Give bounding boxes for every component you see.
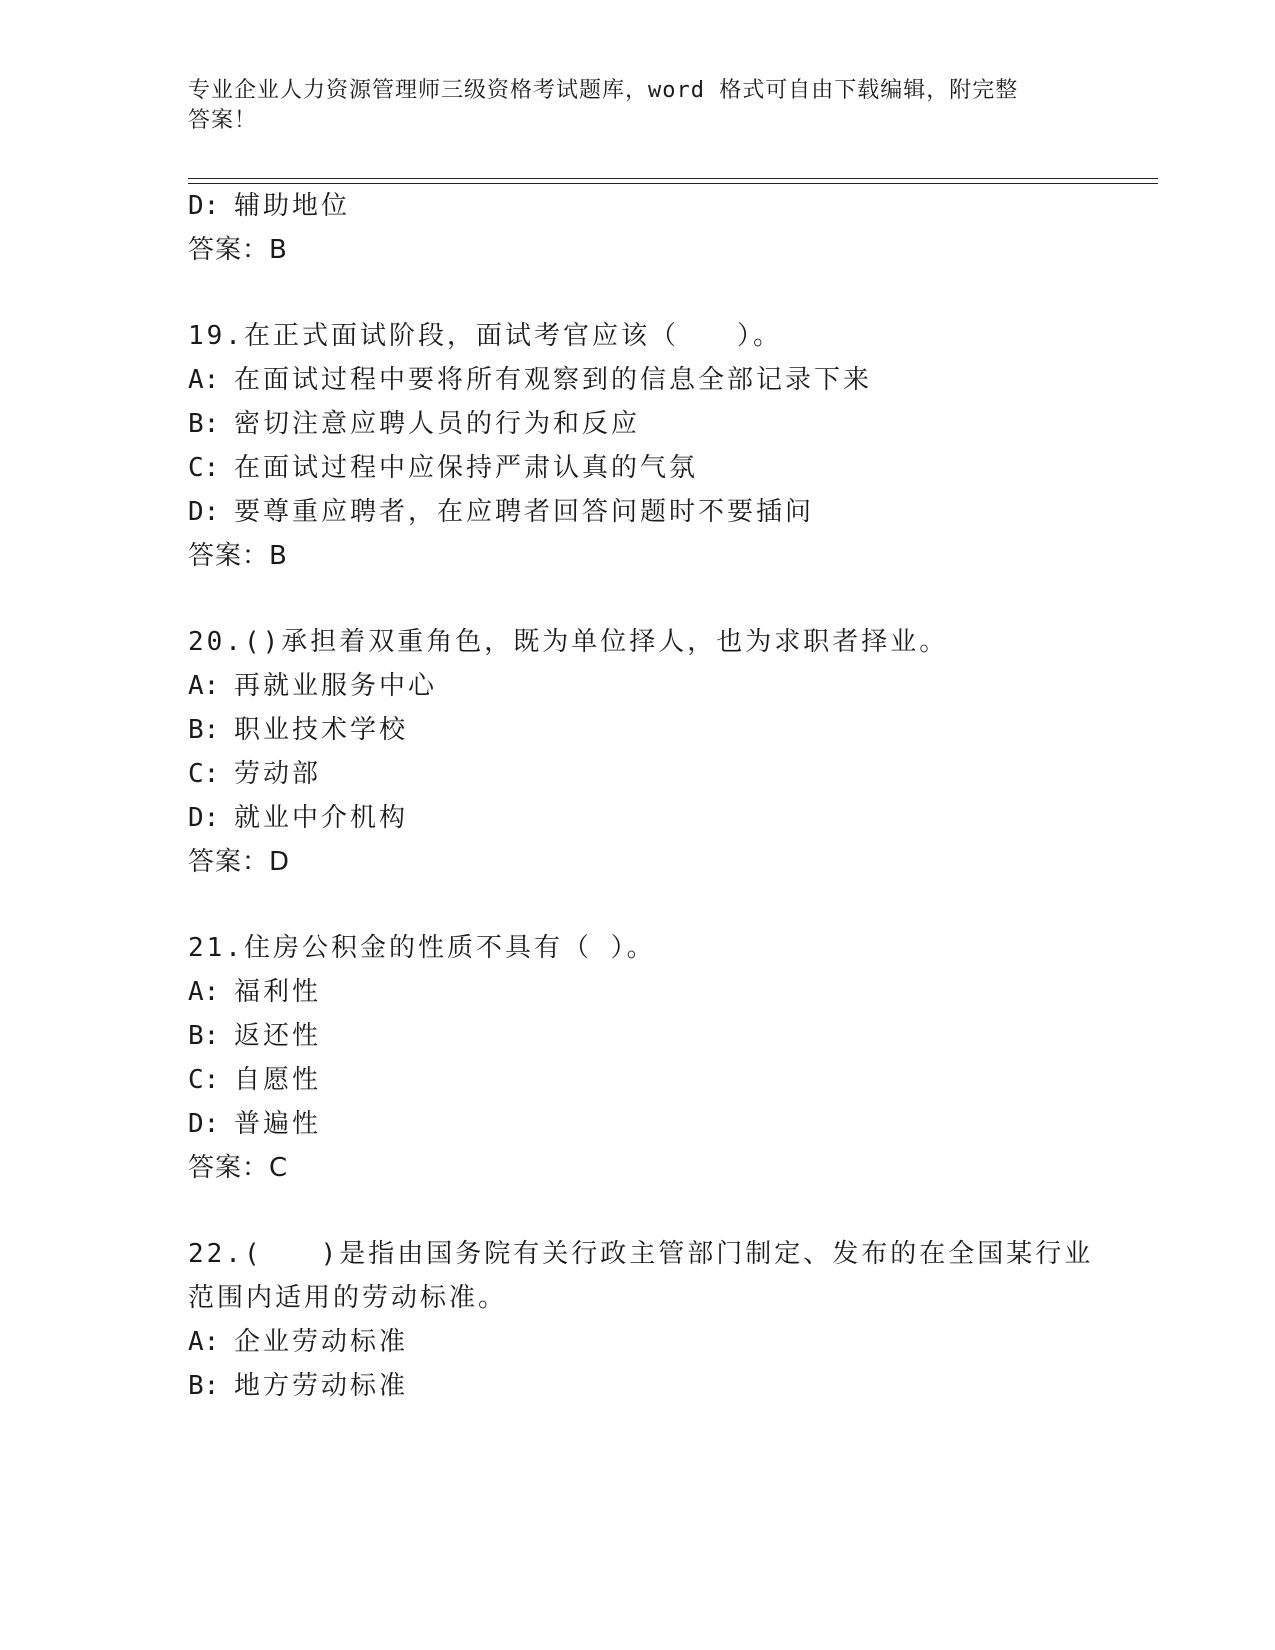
q22-option-a-label: A:: [188, 1327, 220, 1357]
q19-option-c: [188, 452, 698, 484]
header-line-2: 答案！: [188, 108, 258, 133]
q18-option-d-label: D:: [188, 191, 220, 221]
q19-option-a-text: 在面试过程中要将所有观察到的信息全部记录下来: [234, 365, 873, 395]
q21-stem: 21.住房公积金的性质不具有（ ）。: [188, 933, 656, 963]
q21-option-a-label: A:: [188, 977, 220, 1007]
q21-option-b-text: 返还性: [234, 1021, 322, 1051]
q18-answer: 答案：B: [188, 235, 288, 265]
q20-stem: 20.()承担着双重角色，既为单位择人，也为求职者择业。: [188, 627, 949, 657]
q19-option-c-text: 在面试过程中应保持严肃认真的气氛: [234, 453, 699, 483]
q20-option-c-label: C:: [188, 759, 220, 789]
q18-option-d-text: 辅助地位: [234, 191, 351, 221]
q19-option-a-label: A:: [188, 365, 220, 395]
q21-option-d-label: D:: [188, 1109, 220, 1139]
q20-option-d: [188, 802, 408, 834]
q20-option-a-text: 再就业服务中心: [234, 671, 438, 701]
q19-option-d: [188, 496, 814, 528]
document-header: [188, 76, 1068, 136]
q20-option-d-label: D:: [188, 803, 220, 833]
q22-option-a: [188, 1326, 408, 1358]
q22-option-b-label: B:: [188, 1371, 220, 1401]
q20-option-c: [188, 758, 321, 790]
q20-option-b-label: B:: [188, 715, 220, 745]
q20-option-a: [188, 670, 437, 702]
q20-answer: 答案：D: [188, 847, 291, 877]
q22-option-b: [188, 1370, 408, 1402]
q19-option-b-label: B:: [188, 409, 220, 439]
q21-option-b-label: B:: [188, 1021, 220, 1051]
q20-option-b-text: 职业技术学校: [234, 715, 409, 745]
q19-answer: 答案：B: [188, 541, 288, 571]
header-divider-top: [188, 178, 1158, 179]
q18-option-d: [188, 190, 350, 222]
q20-option-a-label: A:: [188, 671, 220, 701]
header-line-1: 专业企业人力资源管理师三级资格考试题库，word 格式可自由下载编辑，附完整: [188, 78, 1019, 103]
q19-option-d-label: D:: [188, 497, 220, 527]
q21-option-d-text: 普遍性: [234, 1109, 322, 1139]
q21-answer: 答案：C: [188, 1153, 289, 1183]
q22-option-a-text: 企业劳动标准: [234, 1327, 409, 1357]
q21-option-c-label: C:: [188, 1065, 220, 1095]
q19-option-a: [188, 364, 872, 396]
q19-option-b: [188, 408, 640, 440]
q19-option-b-text: 密切注意应聘人员的行为和反应: [234, 409, 641, 439]
q21-option-b: [188, 1020, 321, 1052]
q21-option-d: [188, 1108, 321, 1140]
q22-stem-line-2: 范围内适用的劳动标准。: [188, 1283, 508, 1313]
q19-option-d-text: 要尊重应聘者，在应聘者回答问题时不要插问: [234, 497, 815, 527]
q19-stem: 19.在正式面试阶段，面试考官应该（ ）。: [188, 321, 782, 351]
q21-option-c: [188, 1064, 321, 1096]
q21-option-a: [188, 976, 321, 1008]
q20-option-c-text: 劳动部: [234, 759, 322, 789]
q21-option-c-text: 自愿性: [234, 1065, 322, 1095]
q20-option-b: [188, 714, 408, 746]
q20-option-d-text: 就业中介机构: [234, 803, 409, 833]
q19-option-c-label: C:: [188, 453, 220, 483]
q22-stem-line-1: 22.( )是指由国务院有关行政主管部门制定、发布的在全国某行业: [188, 1239, 1094, 1269]
q21-option-a-text: 福利性: [234, 977, 322, 1007]
header-divider-bottom: [188, 183, 1158, 184]
q22-option-b-text: 地方劳动标准: [234, 1371, 409, 1401]
